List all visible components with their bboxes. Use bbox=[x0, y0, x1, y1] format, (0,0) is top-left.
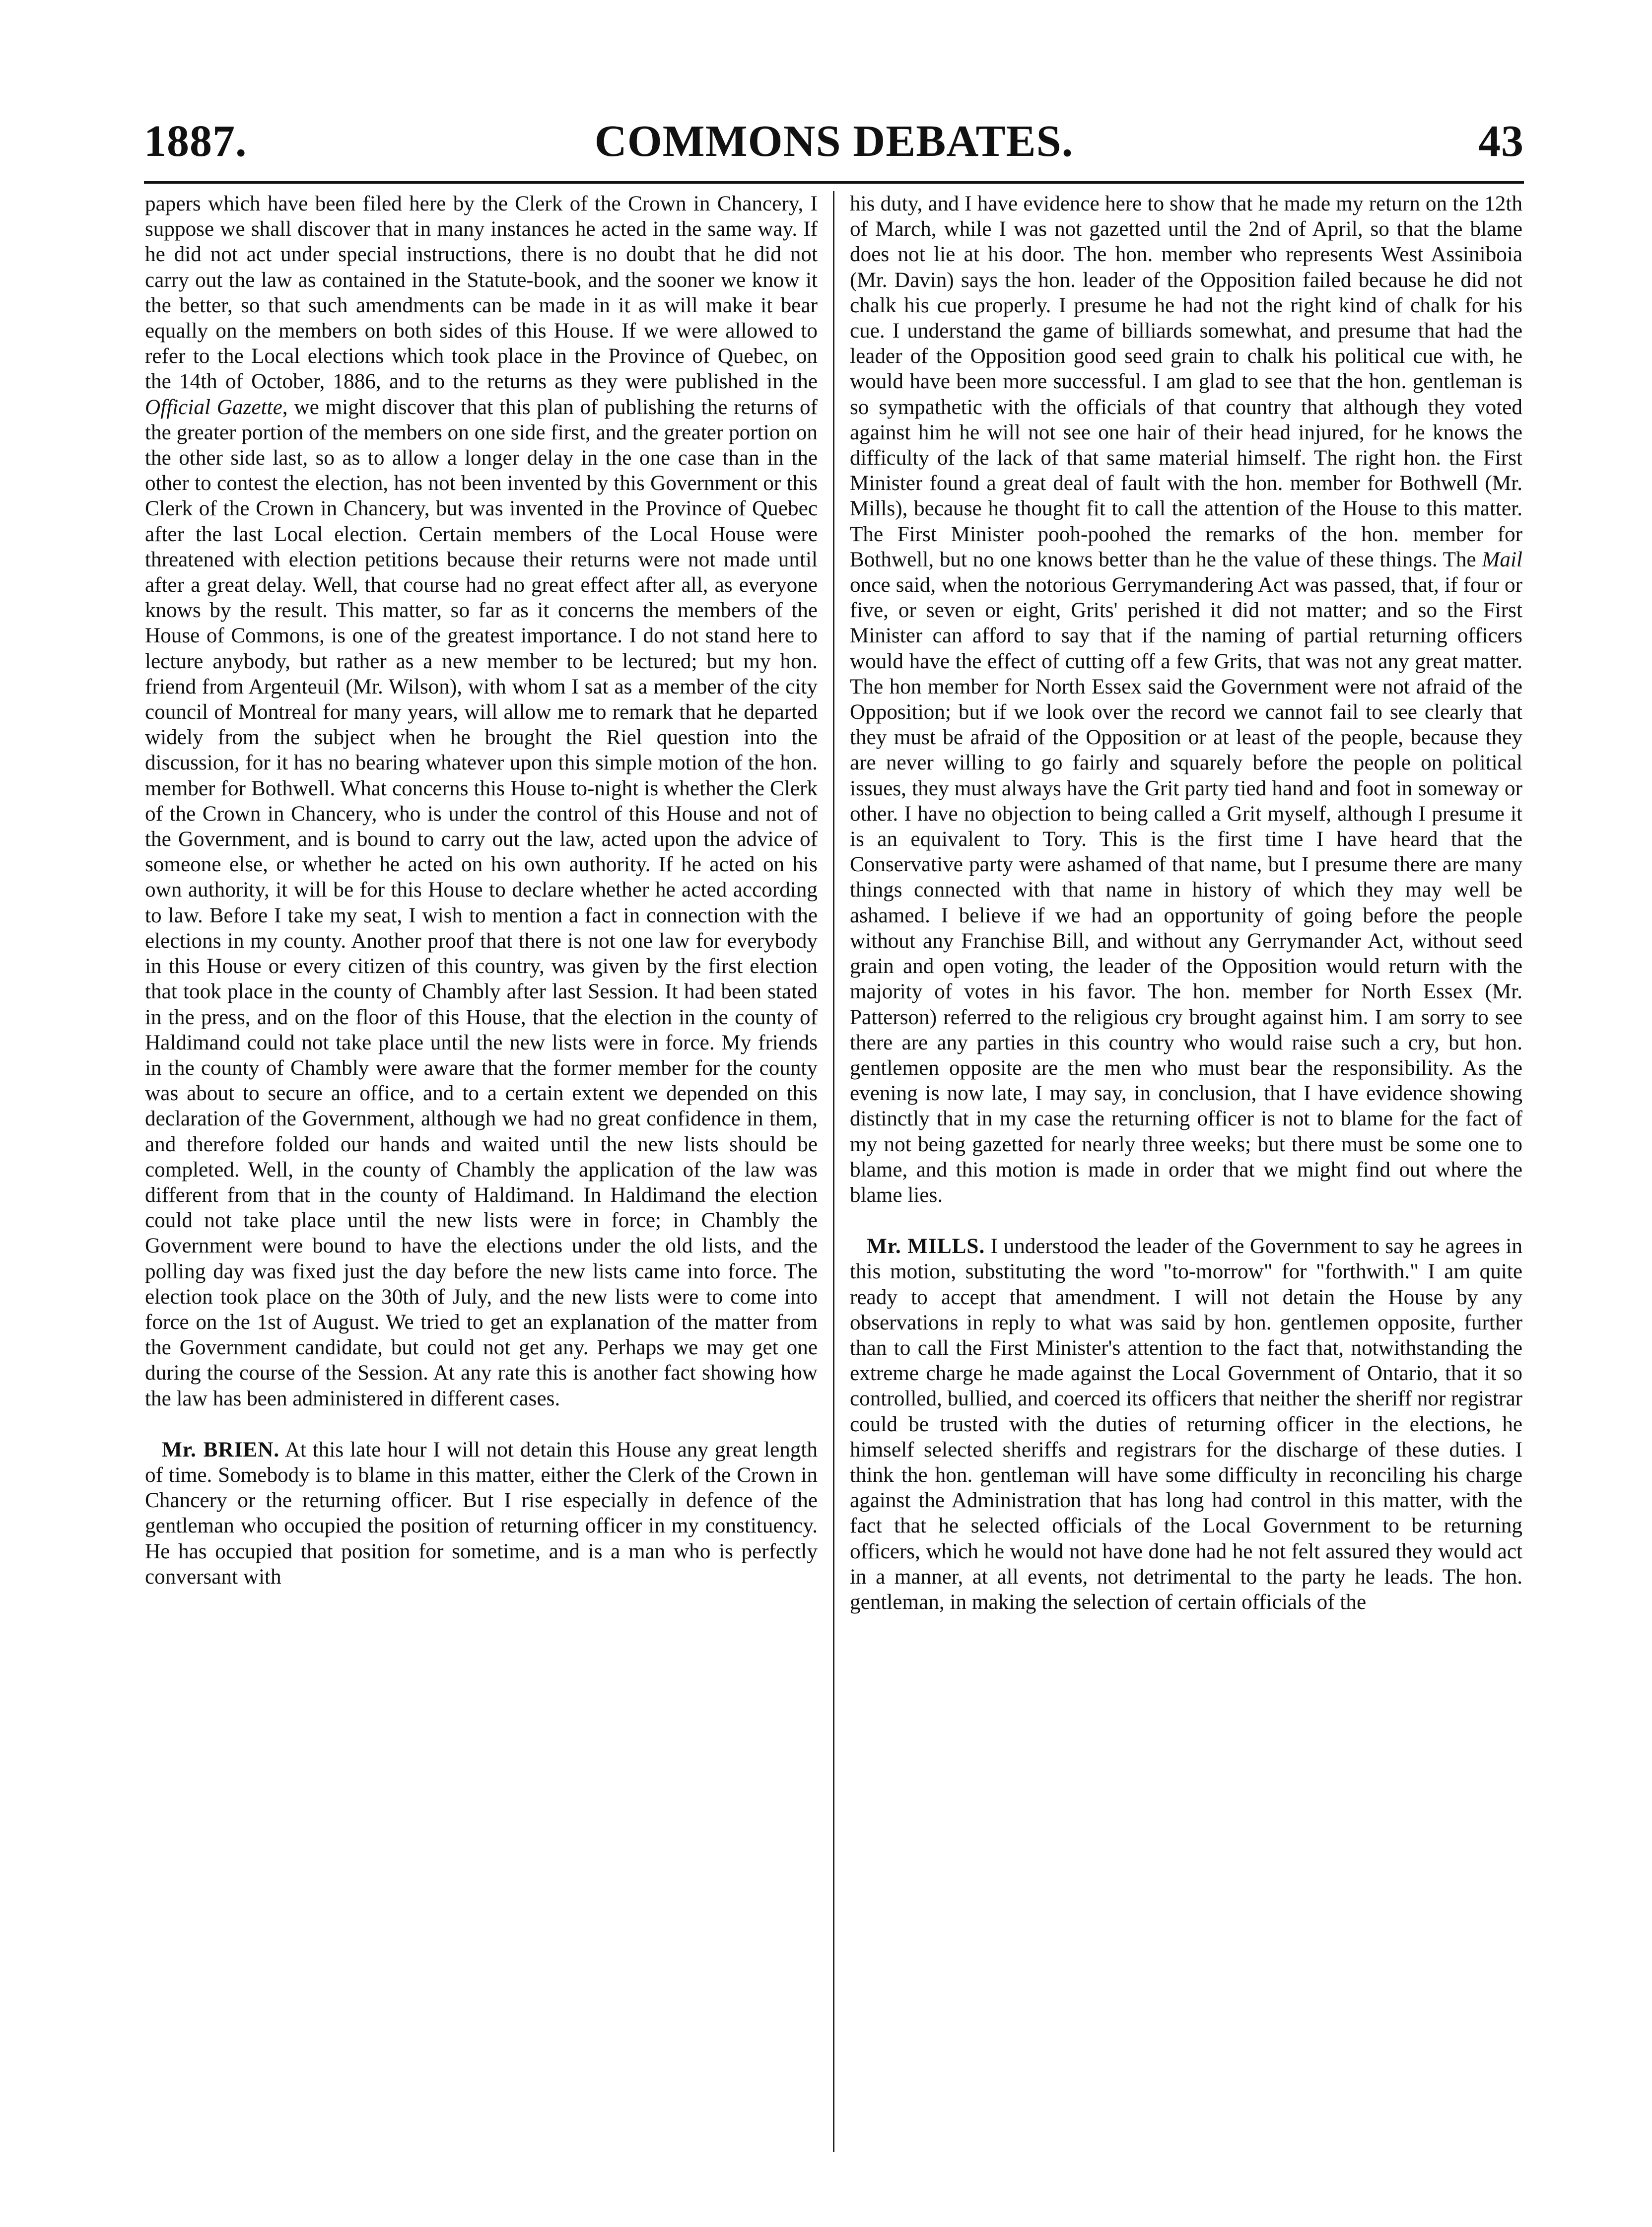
header-year: 1887. bbox=[144, 117, 247, 166]
paragraph-text: his duty, and I have evidence here to show that he made my return on the 12th of March, while I was not gazetted until the 2nd of April, so that the blame does not lie at his door. The hon. member who represents West Assiniboia (Mr. Davin) says the hon. leader of the Opposition failed because he did not chalk his cue properly. I presume he had not the right kind of chalk for his cue. I understand the game of billiards somewhat, and presume that had the leader of the Opposition good seed grain to chalk his political cue with, he would have been more successful. I am glad to see that the hon. gentleman is so sympathetic with the officials of that country that although they voted against him he will not see one hair of their head injured, for he knows the difficulty of the lack of that same material himself. The right hon. the First Minister found a great deal of fault with the hon. member for Bothwell (Mr. Mills), because he thought fit to call the attention of the House to this matter. The First Minister pooh-poohed the remarks of the hon. member for Bothwell, but no one knows better than he the value of these things. The bbox=[850, 192, 1522, 571]
speech-mills bbox=[850, 1234, 1522, 1615]
paragraph-text: papers which have been filed here by the Clerk of the Crown in Chancery, I suppose we shall discover that in many instances he acted in the same way. If he did not act under special instructions, there is no doubt that he did not carry out the law as contained in the Statute-book, and the sooner we know it the better, so that such amendments can be made in it as will make it bear equally on the members on both sides of this House. If we were allowed to refer to the Local elections which took place in the Province of Quebec, on the 14th of October, 1886, and to the returns as they were published in the bbox=[145, 192, 818, 394]
header-rule bbox=[144, 181, 1524, 184]
continued-paragraph bbox=[850, 191, 1522, 1208]
speech-text: I understood the leader of the Government to say he agrees in this motion, substituting the word "to-morrow" for "forthwith." I am quite ready to accept that amendment. I will not detain the House by any observations in reply to what was said by hon. gentlemen opposite, further than to call the First Minister's attention to the fact that, notwithstanding the extreme charge he made against the Local Government of Ontario, that it so controlled, bullied, and coerced its officers that neither the sheriff nor registrar could be trusted with the duties of returning officer in the elections, he himself selected sheriffs and registrars for the discharge of these duties. I think the hon. gentleman will have some difficulty in reconciling his charge against the Administration that has long had control in this matter, with the fact that he selected officials of the Local Government to be returning officers, which he would not have done had he not felt assured they would act in a manner, at all events, not detrimental to the party he leads. The hon. gentleman, in making the selection of certain officials of the bbox=[850, 1235, 1522, 1614]
speech-text: At this late hour I will not detain this House any great length of time. Somebody is to blame in this matter, either the Clerk of the Crown in Chancery or the returning officer. But I rise especially in defence of the gentleman who occupied the position of returning officer in my constituency. He has occupied that position for sometime, and is a man who is perfectly conversant with bbox=[145, 1438, 818, 1589]
paragraph-text: once said, when the notorious Gerrymandering Act was passed, that, if four or five, or seven or eight, Grits' perished it did not matter; and so the First Minister can afford to say that if the naming of partial returning officers would have the effect of cutting off a few Grits, that was not any great matter. The hon member for North Essex said the Government were not afraid of the Opposition; but if we look over the record we cannot fail to see clearly that they must be afraid of the Opposition or at least of the people, because they are never willing to go fairly and squarely before the people on political issues, they must always have the Grit party tied hand and foot in someway or other. I have no objection to being called a Grit myself, although I presume it is an equivalent to Tory. This is the first time I have heard that the Conservative party were ashamed of that name, but I presume there are many things connected with that name in history of which they may well be ashamed. I believe if we had an opportunity of going before the people without any Franchise Bill, and without any Gerrymander Act, without seed grain and open voting, the leader of the Opposition would return with the majority of votes in his favor. The hon. member for North Essex (Mr. Patterson) referred to the religious cry brought against him. I am sorry to see there are any parties in this country who would raise such a cry, but hon. gentlemen opposite are the men who must bear the responsibility. As the evening is now late, I may say, in conclusion, that I have evidence showing distinctly that in my case the returning officer is not to blame for the fact of my not being gazetted for nearly three weeks; but there must be some one to blame, and this motion is made in order that we might find out where the blame lies. bbox=[850, 573, 1522, 1207]
column-divider bbox=[833, 191, 834, 2152]
paragraph-text: , we might discover that this plan of publishing the returns of the greater portion of the members on one side first, and the greater portion on the other side last, so as to allow a longer delay in the one case than in the other to contest the election, has not been invented by this Government or this Clerk of the Crown in Chancery, but was invented in the Province of Quebec after the last Local election. Certain members of the Local House were threatened with election petitions because their returns were not made until after a great delay. Well, that course had no great effect after all, as everyone knows by the result. This matter, so far as it concerns the members of the House of Commons, is one of the greatest importance. I do not stand here to lecture anybody, but rather as a new member to be lectured; but my hon. friend from Argenteuil (Mr. Wilson), with whom I sat as a member of the city council of Montreal for many years, will allow me to remark that he departed widely from the subject when he brought the Riel question into the discussion, for it has no bearing whatever upon this simple motion of the hon. member for Bothwell. What concerns this House to-night is whether the Clerk of the Crown in Chancery, who is under the control of this House and not of the Government, and is bound to carry out the law, acted upon the advice of someone else, or whether he acted on his own authority. If he acted on his own authority, it will be for this House to declare whether he acted according to law. Before I take my seat, I wish to mention a fact in connection with the elections in my county. Another proof that there is not one law for everybody in this House or every citizen of this country, was given by the first election that took place in the county of Chambly after last Session. It had been stated in the press, and on the floor of this House, that the election in the county of Haldimand could not take place until the new lists were in force. My friends in the county of Chambly were aware that the former member for the county was about to secure an office, and to a certain extent we depended on this declaration of the Government, although we had no great confidence in them, and therefore folded our hands and waited until the new lists should be completed. Well, in the county of Chambly the application of the law was different from that in the county of Haldimand. In Haldimand the election could not take place until the new lists were in force; in Chambly the Government were bound to have the elections under the old lists, and the polling day was fixed just the day before the new lists came into force. The election took place on the 30th of July, and the new lists were to come into force on the 1st of August. We tried to get an explanation of the matter from the Government candidate, but could not get any. Perhaps we may get one during the course of the Session. At any rate this is another fact showing how the law has been administered in different cases. bbox=[145, 395, 818, 1410]
speaker-name: Mr. BRIEN. bbox=[162, 1438, 280, 1461]
continued-paragraph bbox=[145, 191, 818, 1411]
speaker-name: Mr. MILLS. bbox=[867, 1235, 985, 1258]
speech-brien bbox=[145, 1437, 818, 1590]
page-header bbox=[144, 112, 1524, 171]
italic-title: Official Gazette bbox=[145, 395, 282, 419]
italic-title: Mail bbox=[1482, 548, 1522, 571]
left-column bbox=[145, 191, 818, 2157]
page-number: 43 bbox=[1478, 117, 1524, 166]
header-title: COMMONS DEBATES. bbox=[594, 117, 1074, 166]
right-column bbox=[850, 191, 1522, 2157]
